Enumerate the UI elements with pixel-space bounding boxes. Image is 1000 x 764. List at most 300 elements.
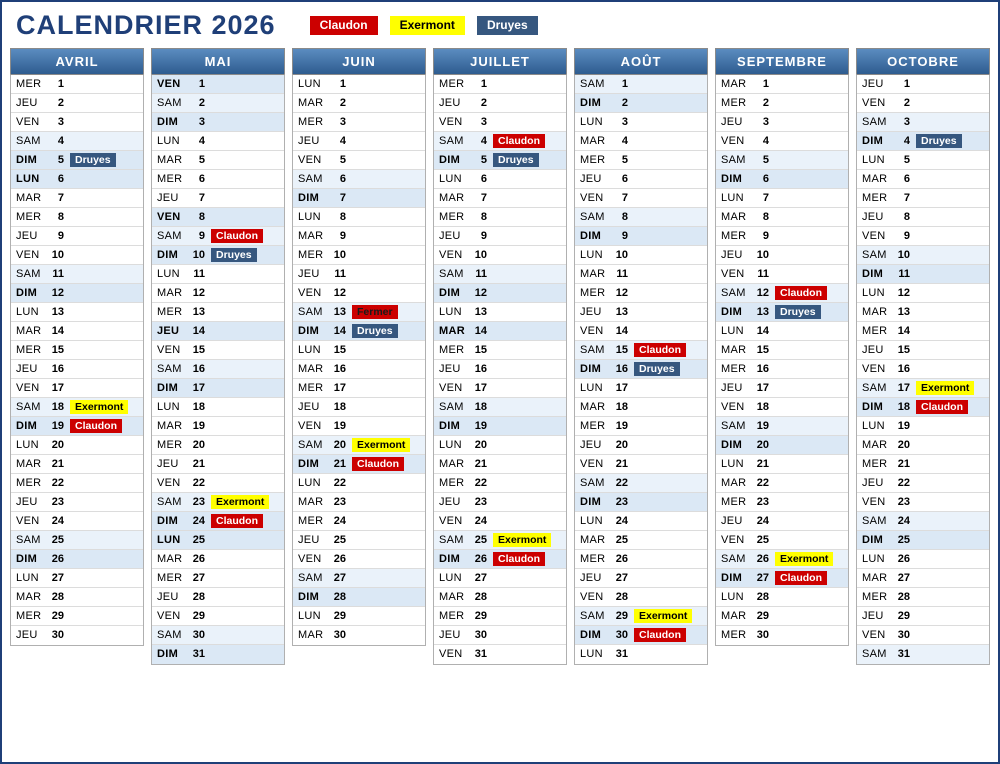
day-row[interactable] xyxy=(575,341,707,360)
day-row[interactable] xyxy=(152,512,284,531)
day-row[interactable] xyxy=(293,493,425,512)
day-row[interactable] xyxy=(152,474,284,493)
day-row[interactable] xyxy=(293,284,425,303)
day-row[interactable] xyxy=(293,607,425,626)
day-row[interactable] xyxy=(575,588,707,607)
day-of-week: SAM xyxy=(439,400,464,413)
day-row[interactable] xyxy=(11,265,143,284)
day-of-week: MAR xyxy=(862,438,888,451)
day-row[interactable] xyxy=(716,189,848,208)
day-row[interactable] xyxy=(857,170,989,189)
day-number: 5 xyxy=(339,153,346,166)
day-row[interactable] xyxy=(434,94,566,113)
day-row[interactable] xyxy=(152,455,284,474)
event-badge-druyes[interactable]: Druyes xyxy=(775,305,821,319)
day-row[interactable] xyxy=(152,75,284,94)
day-row[interactable] xyxy=(293,398,425,417)
day-row[interactable] xyxy=(434,512,566,531)
day-row[interactable] xyxy=(152,626,284,645)
day-row[interactable] xyxy=(575,607,707,626)
event-badge-druyes[interactable]: Druyes xyxy=(634,362,680,376)
day-of-week: MAR xyxy=(16,324,42,337)
day-row[interactable] xyxy=(575,303,707,322)
day-row[interactable] xyxy=(11,208,143,227)
event-badge-fermer[interactable]: Fermer xyxy=(352,305,398,319)
day-number: 8 xyxy=(57,210,64,223)
day-row[interactable] xyxy=(716,170,848,189)
day-number: 8 xyxy=(198,210,205,223)
day-row[interactable] xyxy=(575,626,707,645)
day-row[interactable] xyxy=(11,436,143,455)
day-row[interactable] xyxy=(857,227,989,246)
day-row[interactable] xyxy=(716,493,848,512)
day-row[interactable] xyxy=(716,474,848,493)
event-badge-druyes[interactable]: Druyes xyxy=(211,248,257,262)
day-row[interactable] xyxy=(152,303,284,322)
day-row[interactable] xyxy=(11,626,143,645)
day-row[interactable] xyxy=(293,455,425,474)
day-row[interactable] xyxy=(575,132,707,151)
day-row[interactable] xyxy=(152,531,284,550)
day-row[interactable] xyxy=(575,398,707,417)
day-row[interactable] xyxy=(434,322,566,341)
day-row[interactable] xyxy=(11,455,143,474)
day-row[interactable] xyxy=(857,360,989,379)
day-row[interactable] xyxy=(857,550,989,569)
day-row[interactable] xyxy=(11,550,143,569)
day-row[interactable] xyxy=(857,531,989,550)
month-days xyxy=(433,74,567,665)
day-row[interactable] xyxy=(293,341,425,360)
day-row[interactable] xyxy=(293,246,425,265)
event-badge-druyes[interactable]: Druyes xyxy=(70,153,116,167)
day-number: 21 xyxy=(615,457,628,470)
day-row[interactable] xyxy=(716,436,848,455)
month-title: JUIN xyxy=(292,48,426,74)
day-row[interactable] xyxy=(11,588,143,607)
day-row[interactable] xyxy=(11,379,143,398)
day-row[interactable] xyxy=(716,75,848,94)
day-row[interactable] xyxy=(716,208,848,227)
day-number: 7 xyxy=(762,191,769,204)
day-number: 23 xyxy=(474,495,487,508)
day-number: 20 xyxy=(474,438,487,451)
event-badge-exermont[interactable]: Exermont xyxy=(211,495,269,509)
day-row[interactable] xyxy=(857,113,989,132)
day-row[interactable] xyxy=(575,550,707,569)
day-row[interactable] xyxy=(716,132,848,151)
day-row[interactable] xyxy=(716,322,848,341)
day-row[interactable] xyxy=(857,512,989,531)
day-row[interactable] xyxy=(716,113,848,132)
day-number: 16 xyxy=(474,362,487,375)
day-row[interactable] xyxy=(152,170,284,189)
day-row[interactable] xyxy=(716,607,848,626)
day-row[interactable] xyxy=(575,379,707,398)
day-of-week: VEN xyxy=(439,115,463,128)
day-row[interactable] xyxy=(293,94,425,113)
day-row[interactable] xyxy=(152,379,284,398)
day-row[interactable] xyxy=(716,626,848,645)
day-row[interactable] xyxy=(152,113,284,132)
day-number: 16 xyxy=(51,362,64,375)
day-row[interactable] xyxy=(152,208,284,227)
day-row[interactable] xyxy=(575,94,707,113)
day-row[interactable] xyxy=(575,474,707,493)
day-row[interactable] xyxy=(575,569,707,588)
day-row[interactable] xyxy=(11,151,143,170)
day-of-week: MAR xyxy=(439,457,465,470)
day-row[interactable] xyxy=(575,512,707,531)
day-row[interactable] xyxy=(575,284,707,303)
day-row[interactable] xyxy=(575,170,707,189)
day-row[interactable] xyxy=(434,588,566,607)
event-badge-exermont[interactable]: Exermont xyxy=(352,438,410,452)
day-number: 6 xyxy=(762,172,769,185)
day-number: 6 xyxy=(903,172,910,185)
day-row[interactable] xyxy=(716,265,848,284)
day-row[interactable] xyxy=(11,94,143,113)
day-row[interactable] xyxy=(716,284,848,303)
day-row[interactable] xyxy=(716,341,848,360)
event-badge-exermont[interactable]: Exermont xyxy=(775,552,833,566)
day-row[interactable] xyxy=(716,550,848,569)
day-row[interactable] xyxy=(857,132,989,151)
day-row[interactable] xyxy=(152,360,284,379)
event-badge-claudon[interactable]: Claudon xyxy=(493,134,545,148)
event-badge-claudon[interactable]: Claudon xyxy=(211,514,263,528)
day-row[interactable] xyxy=(716,531,848,550)
event-badge-claudon[interactable]: Claudon xyxy=(916,400,968,414)
day-row[interactable] xyxy=(857,493,989,512)
day-row[interactable] xyxy=(152,341,284,360)
day-row[interactable] xyxy=(434,227,566,246)
event-badge-claudon[interactable]: Claudon xyxy=(352,457,404,471)
day-row[interactable] xyxy=(434,474,566,493)
day-row[interactable] xyxy=(575,493,707,512)
day-number: 17 xyxy=(192,381,205,394)
day-row[interactable] xyxy=(11,493,143,512)
day-row[interactable] xyxy=(11,132,143,151)
day-row[interactable] xyxy=(434,607,566,626)
day-row[interactable] xyxy=(434,303,566,322)
day-row[interactable] xyxy=(857,588,989,607)
day-row[interactable] xyxy=(11,398,143,417)
day-number: 9 xyxy=(762,229,769,242)
day-row[interactable] xyxy=(434,170,566,189)
day-number: 30 xyxy=(615,628,628,641)
day-row[interactable] xyxy=(152,151,284,170)
day-row[interactable] xyxy=(575,645,707,664)
day-row[interactable] xyxy=(716,303,848,322)
day-row[interactable] xyxy=(11,284,143,303)
day-row[interactable] xyxy=(857,322,989,341)
day-row[interactable] xyxy=(575,189,707,208)
day-row[interactable] xyxy=(716,94,848,113)
day-number: 17 xyxy=(474,381,487,394)
day-row[interactable] xyxy=(293,322,425,341)
day-row[interactable] xyxy=(857,398,989,417)
day-row[interactable] xyxy=(434,113,566,132)
day-of-week: MAR xyxy=(580,400,606,413)
day-row[interactable] xyxy=(434,626,566,645)
day-row[interactable] xyxy=(11,607,143,626)
day-number: 1 xyxy=(480,77,487,90)
day-row[interactable] xyxy=(293,227,425,246)
day-row[interactable] xyxy=(575,436,707,455)
day-row[interactable] xyxy=(152,189,284,208)
day-row[interactable] xyxy=(434,265,566,284)
day-of-week: MAR xyxy=(721,343,747,356)
day-of-week: VEN xyxy=(580,590,604,603)
day-row[interactable] xyxy=(152,588,284,607)
day-of-week: MER xyxy=(16,210,42,223)
day-row[interactable] xyxy=(575,227,707,246)
day-row[interactable] xyxy=(293,189,425,208)
day-row[interactable] xyxy=(575,246,707,265)
event-badge-exermont[interactable]: Exermont xyxy=(493,533,551,547)
day-row[interactable] xyxy=(152,569,284,588)
day-number: 9 xyxy=(198,229,205,242)
day-number: 18 xyxy=(615,400,628,413)
day-row[interactable] xyxy=(716,417,848,436)
day-of-week: JEU xyxy=(721,381,743,394)
day-row[interactable] xyxy=(857,645,989,664)
day-row[interactable] xyxy=(716,569,848,588)
day-row[interactable] xyxy=(11,246,143,265)
day-of-week: JEU xyxy=(16,495,38,508)
day-row[interactable] xyxy=(857,189,989,208)
day-row[interactable] xyxy=(434,436,566,455)
day-row[interactable] xyxy=(293,208,425,227)
day-row[interactable] xyxy=(575,208,707,227)
day-row[interactable] xyxy=(152,246,284,265)
day-of-week: JEU xyxy=(862,609,884,622)
day-of-week: MAR xyxy=(157,286,183,299)
day-row[interactable] xyxy=(293,379,425,398)
day-row[interactable] xyxy=(857,474,989,493)
event-badge-claudon[interactable]: Claudon xyxy=(70,419,122,433)
day-row[interactable] xyxy=(11,341,143,360)
day-row[interactable] xyxy=(434,645,566,664)
day-row[interactable] xyxy=(434,246,566,265)
day-of-week: JEU xyxy=(439,96,461,109)
day-row[interactable] xyxy=(293,303,425,322)
day-row[interactable] xyxy=(575,113,707,132)
day-row[interactable] xyxy=(434,132,566,151)
day-row[interactable] xyxy=(716,246,848,265)
day-row[interactable] xyxy=(11,75,143,94)
day-row[interactable] xyxy=(857,246,989,265)
day-of-week: SAM xyxy=(298,438,323,451)
day-number: 6 xyxy=(57,172,64,185)
day-of-week: MER xyxy=(580,153,606,166)
day-row[interactable] xyxy=(575,360,707,379)
day-row[interactable] xyxy=(152,94,284,113)
day-number: 9 xyxy=(57,229,64,242)
day-row[interactable] xyxy=(434,284,566,303)
day-row[interactable] xyxy=(11,531,143,550)
day-row[interactable] xyxy=(857,569,989,588)
day-of-week: MAR xyxy=(439,191,465,204)
day-row[interactable] xyxy=(857,626,989,645)
day-row[interactable] xyxy=(857,303,989,322)
event-badge-claudon[interactable]: Claudon xyxy=(634,343,686,357)
day-row[interactable] xyxy=(11,189,143,208)
day-row[interactable] xyxy=(434,379,566,398)
event-badge-claudon[interactable]: Claudon xyxy=(211,229,263,243)
day-row[interactable] xyxy=(434,455,566,474)
day-row[interactable] xyxy=(293,360,425,379)
day-row[interactable] xyxy=(434,341,566,360)
day-row[interactable] xyxy=(293,531,425,550)
month-days xyxy=(715,74,849,646)
day-row[interactable] xyxy=(11,322,143,341)
day-row[interactable] xyxy=(293,626,425,645)
day-row[interactable] xyxy=(293,436,425,455)
day-row[interactable] xyxy=(434,417,566,436)
day-row[interactable] xyxy=(434,531,566,550)
event-badge-exermont[interactable]: Exermont xyxy=(916,381,974,395)
day-row[interactable] xyxy=(152,493,284,512)
day-row[interactable] xyxy=(857,379,989,398)
day-row[interactable] xyxy=(575,75,707,94)
day-row[interactable] xyxy=(716,151,848,170)
day-row[interactable] xyxy=(11,170,143,189)
day-row[interactable] xyxy=(152,398,284,417)
day-row[interactable] xyxy=(11,474,143,493)
event-badge-druyes[interactable]: Druyes xyxy=(493,153,539,167)
day-of-week: SAM xyxy=(439,267,464,280)
day-row[interactable] xyxy=(434,189,566,208)
day-row[interactable] xyxy=(152,284,284,303)
day-number: 6 xyxy=(621,172,628,185)
day-row[interactable] xyxy=(293,588,425,607)
day-row[interactable] xyxy=(293,512,425,531)
day-row[interactable] xyxy=(434,360,566,379)
event-badge-druyes[interactable]: Druyes xyxy=(352,324,398,338)
day-row[interactable] xyxy=(434,569,566,588)
day-row[interactable] xyxy=(857,208,989,227)
day-row[interactable] xyxy=(434,208,566,227)
day-of-week: MER xyxy=(298,381,324,394)
day-row[interactable] xyxy=(857,436,989,455)
day-row[interactable] xyxy=(716,398,848,417)
event-badge-claudon[interactable]: Claudon xyxy=(634,628,686,642)
event-badge-exermont[interactable]: Exermont xyxy=(70,400,128,414)
day-row[interactable] xyxy=(293,151,425,170)
day-row[interactable] xyxy=(152,550,284,569)
day-row[interactable] xyxy=(293,569,425,588)
day-row[interactable] xyxy=(152,322,284,341)
day-row[interactable] xyxy=(11,303,143,322)
day-row[interactable] xyxy=(434,151,566,170)
day-row[interactable] xyxy=(716,455,848,474)
day-row[interactable] xyxy=(152,132,284,151)
day-number: 4 xyxy=(762,134,769,147)
day-of-week: LUN xyxy=(16,571,39,584)
day-row[interactable] xyxy=(11,417,143,436)
month-title: AOÛT xyxy=(574,48,708,74)
day-row[interactable] xyxy=(293,265,425,284)
day-of-week: MAR xyxy=(298,362,324,375)
day-number: 6 xyxy=(480,172,487,185)
day-of-week: MER xyxy=(862,457,888,470)
day-row[interactable] xyxy=(716,227,848,246)
day-row[interactable] xyxy=(716,512,848,531)
day-of-week: LUN xyxy=(721,191,744,204)
day-row[interactable] xyxy=(575,455,707,474)
day-number: 27 xyxy=(51,571,64,584)
day-row[interactable] xyxy=(857,607,989,626)
day-row[interactable] xyxy=(434,493,566,512)
day-row[interactable] xyxy=(152,607,284,626)
day-row[interactable] xyxy=(857,417,989,436)
day-row[interactable] xyxy=(434,398,566,417)
day-row[interactable] xyxy=(575,531,707,550)
day-row[interactable] xyxy=(11,569,143,588)
day-of-week: LUN xyxy=(16,172,40,185)
day-of-week: MAR xyxy=(862,571,888,584)
day-number: 13 xyxy=(192,305,205,318)
day-row[interactable] xyxy=(11,512,143,531)
day-row[interactable] xyxy=(575,265,707,284)
day-row[interactable] xyxy=(857,455,989,474)
day-row[interactable] xyxy=(293,75,425,94)
day-row[interactable] xyxy=(11,113,143,132)
day-row[interactable] xyxy=(293,417,425,436)
day-of-week: SAM xyxy=(580,77,605,90)
day-of-week: SAM xyxy=(862,381,887,394)
day-row[interactable] xyxy=(434,550,566,569)
day-row[interactable] xyxy=(11,227,143,246)
event-badge-claudon[interactable]: Claudon xyxy=(775,286,827,300)
day-row[interactable] xyxy=(293,132,425,151)
day-row[interactable] xyxy=(575,322,707,341)
day-row[interactable] xyxy=(293,170,425,189)
day-row[interactable] xyxy=(152,265,284,284)
day-row[interactable] xyxy=(716,379,848,398)
day-row[interactable] xyxy=(575,151,707,170)
day-row[interactable] xyxy=(152,227,284,246)
day-of-week: MER xyxy=(721,362,747,375)
day-row[interactable] xyxy=(857,151,989,170)
day-row[interactable] xyxy=(293,550,425,569)
day-row[interactable] xyxy=(857,341,989,360)
day-row[interactable] xyxy=(152,645,284,664)
day-of-week: DIM xyxy=(298,324,320,337)
day-row[interactable] xyxy=(857,75,989,94)
event-badge-claudon[interactable]: Claudon xyxy=(775,571,827,585)
day-of-week: DIM xyxy=(721,305,743,318)
day-row[interactable] xyxy=(293,113,425,132)
day-row[interactable] xyxy=(716,588,848,607)
day-row[interactable] xyxy=(575,417,707,436)
day-of-week: MER xyxy=(298,115,324,128)
event-badge-claudon[interactable]: Claudon xyxy=(493,552,545,566)
day-row[interactable] xyxy=(434,75,566,94)
day-row[interactable] xyxy=(11,360,143,379)
event-badge-exermont[interactable]: Exermont xyxy=(634,609,692,623)
day-row[interactable] xyxy=(857,94,989,113)
day-row[interactable] xyxy=(857,265,989,284)
event-badge-druyes[interactable]: Druyes xyxy=(916,134,962,148)
day-row[interactable] xyxy=(716,360,848,379)
day-row[interactable] xyxy=(152,436,284,455)
day-row[interactable] xyxy=(857,284,989,303)
day-row[interactable] xyxy=(152,417,284,436)
day-row[interactable] xyxy=(293,474,425,493)
